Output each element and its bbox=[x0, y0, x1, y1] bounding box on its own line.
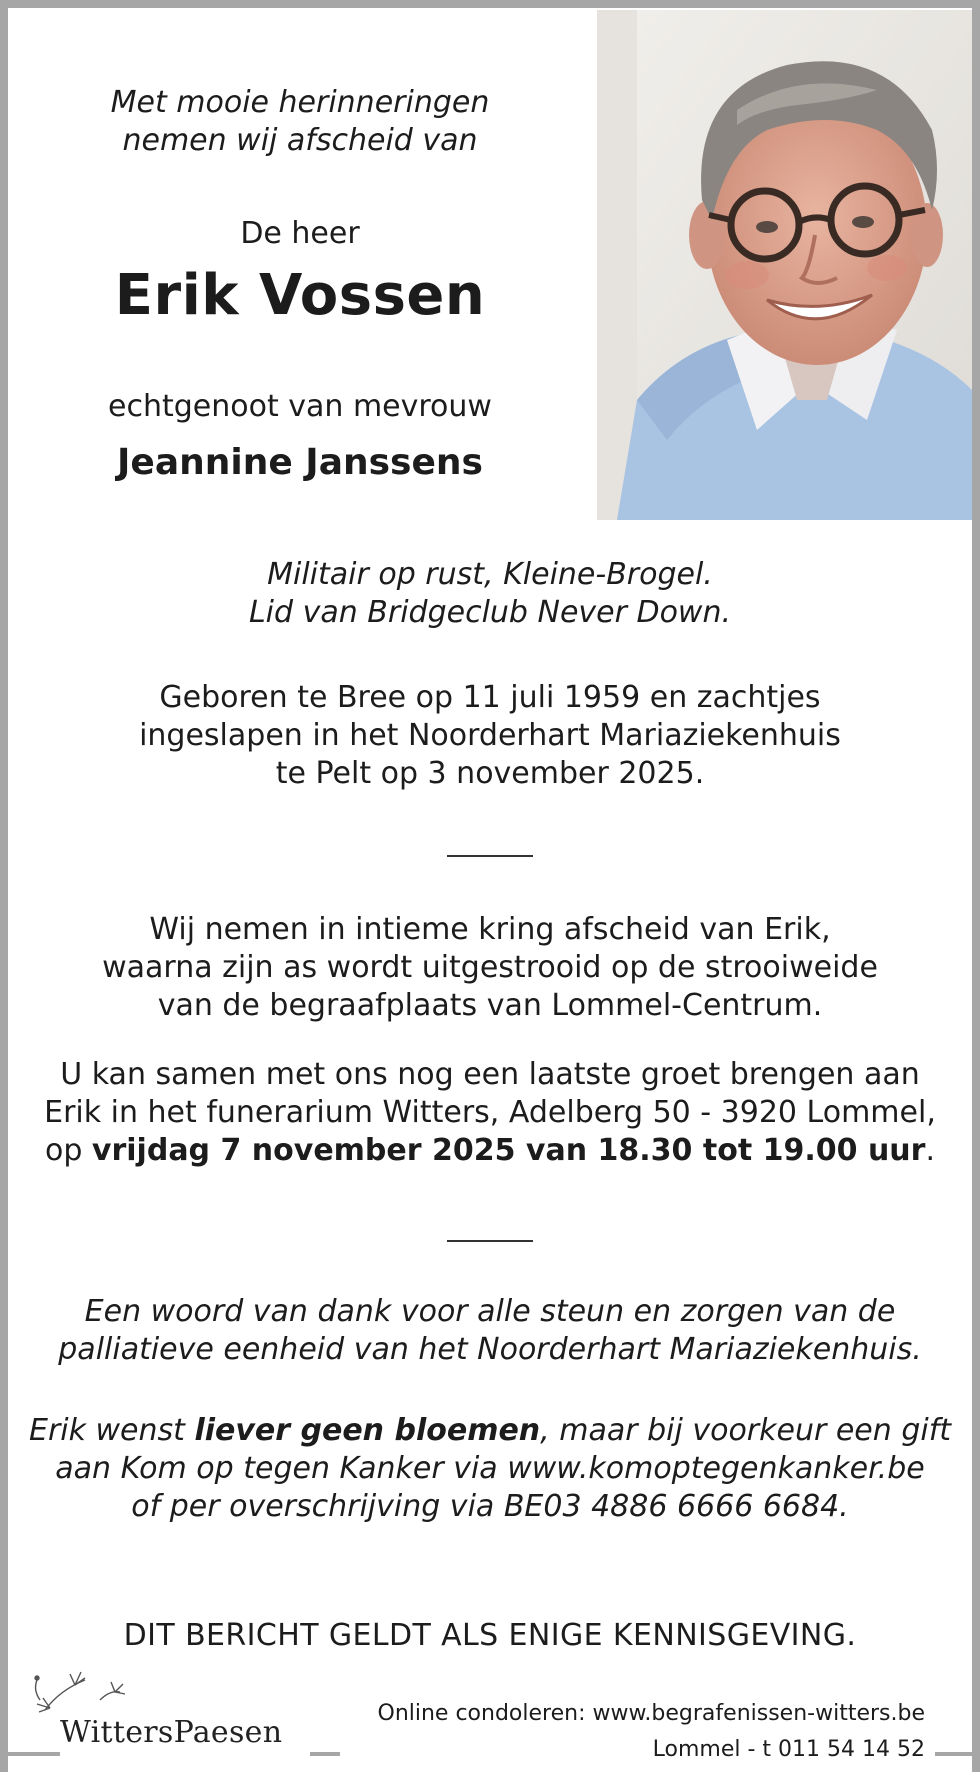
relation-line: echtgenoot van mevrouw bbox=[108, 389, 492, 424]
bio-block bbox=[20, 556, 960, 632]
birth-block bbox=[20, 679, 960, 793]
thanks-line: palliatieve eenheid van het Noorderhart Mariaziekenhuis. bbox=[58, 1332, 922, 1367]
spouse-name: Jeannine Janssens bbox=[117, 442, 483, 483]
bio-line: Militair op rust, Kleine-Brogel. bbox=[267, 557, 713, 592]
intro-line: nemen wij afscheid van bbox=[122, 123, 478, 158]
intro-line: Met mooie herinneringen bbox=[110, 85, 490, 120]
section-divider bbox=[447, 1240, 533, 1242]
visit-block bbox=[20, 1056, 960, 1170]
visit-line bbox=[20, 1132, 960, 1170]
thanks-block bbox=[20, 1293, 960, 1369]
visit-line: U kan samen met ons nog een laatste groet brengen aan bbox=[60, 1057, 920, 1092]
visit-prefix: op bbox=[44, 1133, 92, 1168]
donation-prefix: Erik wenst bbox=[28, 1413, 195, 1448]
intro-block bbox=[40, 84, 560, 160]
donation-block bbox=[20, 1412, 960, 1526]
birth-line: te Pelt op 3 november 2025. bbox=[275, 756, 705, 791]
bio-line: Lid van Bridgeclub Never Down. bbox=[248, 595, 732, 630]
deceased-name: Erik Vossen bbox=[114, 263, 486, 328]
donation-suffix: , maar bij voorkeur een gift bbox=[540, 1413, 952, 1448]
donation-line: aan Kom op tegen Kanker via www.komoptegenkanker.be bbox=[55, 1451, 925, 1486]
visit-date-time: vrijdag 7 november 2025 van 18.30 tot 19.00 uur bbox=[91, 1133, 926, 1168]
no-flowers-emphasis: liever geen bloemen bbox=[194, 1413, 541, 1448]
portrait-illustration bbox=[597, 10, 972, 520]
visit-line: Erik in het funerarium Witters, Adelberg 50 - 3920 Lommel, bbox=[44, 1095, 936, 1130]
frame-right-border bbox=[972, 0, 980, 1772]
frame-bottom-border bbox=[935, 1752, 980, 1756]
portrait-photo bbox=[597, 10, 972, 520]
donation-line: of per overschrijving via BE03 4886 6666 6684. bbox=[131, 1489, 849, 1524]
spouse-block bbox=[40, 441, 560, 485]
relation-block bbox=[40, 388, 560, 426]
company-logo-text: WittersPaesen bbox=[60, 1715, 283, 1750]
frame-top-border bbox=[0, 0, 980, 8]
visit-suffix: . bbox=[925, 1133, 935, 1168]
thanks-line: Een woord van dank voor alle steun en zorgen van de bbox=[84, 1294, 896, 1329]
farewell-line: waarna zijn as wordt uitgestrooid op de strooiweide bbox=[102, 950, 878, 985]
birth-line: ingeslapen in het Noorderhart Mariaziekenhuis bbox=[139, 718, 841, 753]
official-notice: DIT BERICHT GELDT ALS ENIGE KENNISGEVING. bbox=[123, 1618, 857, 1653]
farewell-line: van de begraafplaats van Lommel-Centrum. bbox=[157, 988, 823, 1023]
section-divider bbox=[447, 855, 533, 857]
notice-block bbox=[20, 1617, 960, 1655]
farewell-block bbox=[20, 911, 960, 1025]
frame-left-border bbox=[0, 0, 8, 1772]
honorific: De heer bbox=[240, 216, 360, 251]
title-block bbox=[40, 215, 560, 253]
donation-line bbox=[20, 1412, 960, 1450]
contact-phone: Lommel - t 011 54 14 52 bbox=[652, 1737, 925, 1762]
farewell-line: Wij nemen in intieme kring afscheid van Erik, bbox=[149, 912, 831, 947]
online-condolence-link[interactable]: Online condoleren: www.begrafenissen-witters.be bbox=[377, 1701, 925, 1726]
birth-line: Geboren te Bree op 11 juli 1959 en zachtjes bbox=[159, 680, 821, 715]
deceased-name-block bbox=[40, 264, 560, 328]
